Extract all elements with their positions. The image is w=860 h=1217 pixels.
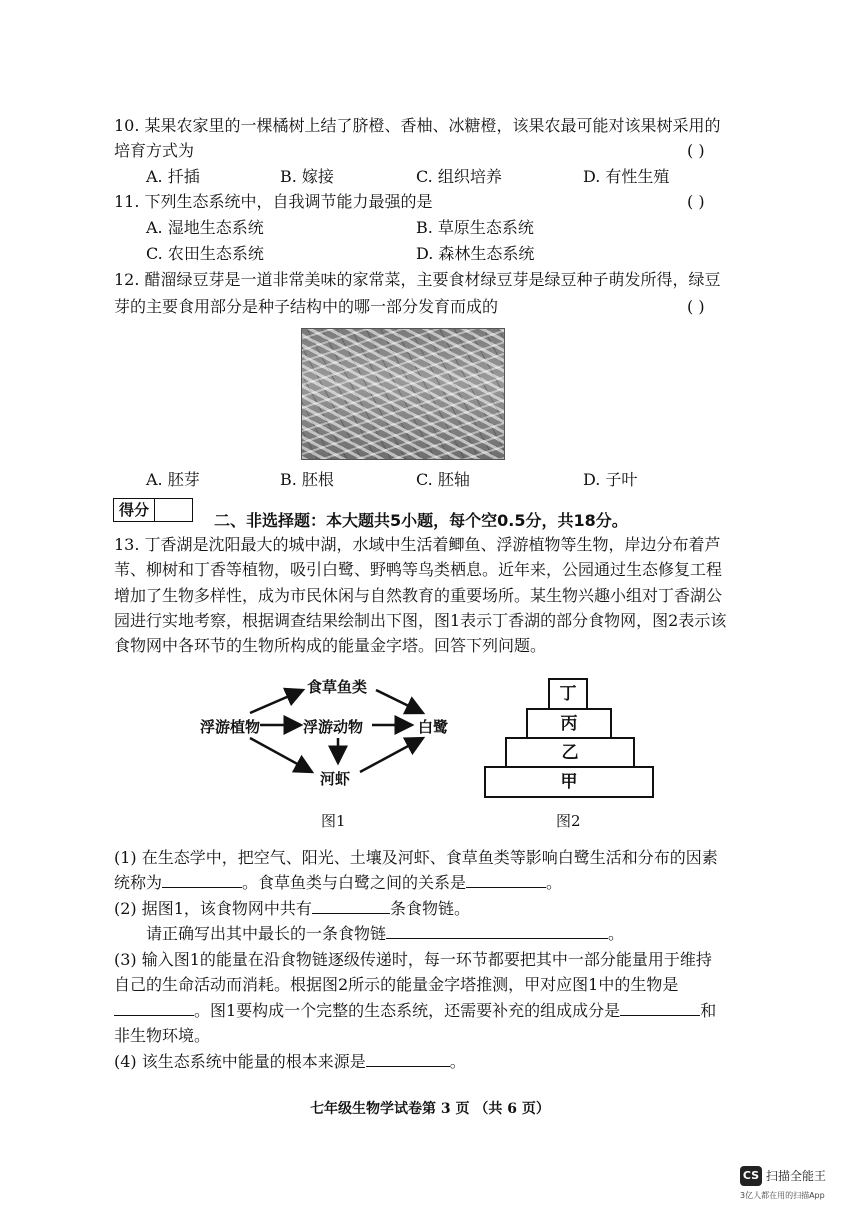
q13-part1-line1: (1) 在生态学中，把空气、阳光、土壤及河虾、食草鱼类等影响白鹭生活和分布的因素 bbox=[114, 848, 718, 867]
arrow-phyto-to-fish bbox=[250, 690, 303, 713]
q11-answer-bracket: ( ) bbox=[687, 192, 705, 211]
q13-part2-text-a: (2) 据图1，该食物网中共有 bbox=[114, 899, 312, 918]
q13-part2-line2 bbox=[146, 924, 624, 944]
q10-stem-line2: 培育方式为 bbox=[114, 141, 195, 160]
figure1-caption: 图1 bbox=[321, 812, 346, 830]
q10-stem-line1: 10. 某果农家里的一棵橘树上结了脐橙、香柚、冰糖橙，该果农最可能对该果树采用的 bbox=[114, 116, 721, 135]
q10-option-c: C. 组织培养 bbox=[416, 167, 502, 186]
q13-part3-blank-2[interactable] bbox=[620, 1001, 700, 1016]
bean-sprout-photo bbox=[301, 328, 505, 460]
q13-part3-line2: 自己的生命活动而消耗。根据图2所示的能量金字塔推测，甲对应图1中的生物是 bbox=[114, 975, 679, 994]
q10-option-b: B. 嫁接 bbox=[280, 167, 334, 186]
q12-option-d: D. 子叶 bbox=[583, 470, 638, 489]
arrow-shrimp-to-egret bbox=[360, 738, 423, 772]
q13-part1-text-a: 统称为 bbox=[114, 873, 163, 892]
node-phytoplankton: 浮游植物 bbox=[200, 718, 261, 736]
q13-part4-text-b: 。 bbox=[449, 1052, 466, 1071]
node-zooplankton: 浮游动物 bbox=[303, 718, 364, 736]
q13-part2-blank-1[interactable] bbox=[312, 899, 390, 914]
q11-option-a: A. 湿地生态系统 bbox=[146, 218, 264, 237]
q13-part1-blank-1[interactable] bbox=[162, 873, 242, 888]
q11-option-d: D. 森林生态系统 bbox=[416, 244, 535, 263]
pyramid-level-bing: 丙 bbox=[526, 708, 612, 740]
q13-part3-text-b: 和 bbox=[700, 1001, 717, 1020]
node-egret: 白鹭 bbox=[418, 718, 449, 736]
arrow-phyto-to-shrimp bbox=[250, 738, 312, 772]
q12-option-c: C. 胚轴 bbox=[416, 470, 470, 489]
q13-intro-line4: 园进行实地考察，根据调查结果绘制出下图，图1表示丁香湖的部分食物网，图2表示该 bbox=[114, 611, 727, 630]
pyramid-level-jia: 甲 bbox=[484, 766, 654, 798]
q12-option-a: A. 胚芽 bbox=[146, 470, 200, 489]
q13-part3-line4: 非生物环境。 bbox=[114, 1026, 211, 1045]
q13-part1-line2 bbox=[114, 873, 562, 893]
q13-part2-text-c: 请正确写出其中最长的一条食物链 bbox=[146, 924, 387, 943]
score-label: 得分 bbox=[114, 499, 155, 521]
q13-intro-line2: 苇、柳树和丁香等植物，吸引白鹭、野鸭等鸟类栖息。近年来，公园通过生态修复工程 bbox=[114, 560, 723, 579]
q13-part2-text-d: 。 bbox=[608, 924, 625, 943]
q12-stem-line2: 芽的主要食用部分是种子结构中的哪一部分发育而成的 bbox=[114, 297, 499, 316]
camscanner-logo-icon: CS bbox=[740, 1166, 762, 1186]
arrow-fish-to-egret bbox=[376, 690, 423, 713]
q11-option-b: B. 草原生态系统 bbox=[416, 218, 534, 237]
score-box bbox=[113, 498, 193, 522]
q11-stem: 11. 下列生态系统中，自我调节能力最强的是 bbox=[114, 192, 433, 211]
q12-option-b: B. 胚根 bbox=[280, 470, 334, 489]
q13-part4-text-a: (4) 该生态系统中能量的根本来源是 bbox=[114, 1052, 366, 1071]
q13-part4-line bbox=[114, 1052, 466, 1072]
q13-part3-line1: (3) 输入图1的能量在沿食物链逐级传递时，每一环节都要把其中一部分能量用于维持 bbox=[114, 950, 712, 969]
q13-part2-text-b: 条食物链。 bbox=[389, 899, 470, 918]
q12-stem-line1: 12. 醋溜绿豆芽是一道非常美味的家常菜，主要食材绿豆芽是绿豆种子萌发所得，绿豆 bbox=[114, 270, 721, 289]
pyramid-level-yi: 乙 bbox=[505, 737, 635, 769]
q11-option-c: C. 农田生态系统 bbox=[146, 244, 264, 263]
q13-part3-line3 bbox=[114, 1001, 716, 1021]
q13-part2-blank-2[interactable] bbox=[386, 924, 608, 939]
q13-part2-line1 bbox=[114, 899, 470, 919]
watermark-tagline: 3亿人都在用的扫描App bbox=[740, 1191, 825, 1200]
q13-intro-line5: 食物网中各环节的生物所构成的能量金字塔。回答下列问题。 bbox=[114, 636, 547, 655]
section2-heading: 二、非选择题：本大题共5小题，每个空0.5分，共18分。 bbox=[214, 511, 628, 530]
q13-part1-text-b: 。食草鱼类与白鹭之间的关系是 bbox=[242, 873, 467, 892]
q13-part1-blank-2[interactable] bbox=[466, 873, 546, 888]
page-footer: 七年级生物学试卷第 3 页 （共 6 页） bbox=[310, 1101, 550, 1117]
q10-answer-bracket: ( ) bbox=[687, 141, 705, 160]
q13-intro-line1: 13. 丁香湖是沈阳最大的城中湖，水域中生活着鲫鱼、浮游植物等生物，岸边分布着芦 bbox=[114, 535, 721, 554]
watermark-app-name: 扫描全能王 bbox=[766, 1169, 827, 1183]
q10-option-a: A. 扦插 bbox=[146, 167, 200, 186]
q13-part1-text-c: 。 bbox=[546, 873, 563, 892]
q13-part4-blank[interactable] bbox=[366, 1052, 450, 1067]
node-herbivorous-fish: 食草鱼类 bbox=[307, 678, 368, 696]
node-shrimp: 河虾 bbox=[320, 770, 351, 788]
q12-answer-bracket: ( ) bbox=[687, 297, 705, 316]
q13-part3-blank-1[interactable] bbox=[114, 1001, 194, 1016]
figure2-caption: 图2 bbox=[556, 812, 581, 830]
q10-option-d: D. 有性生殖 bbox=[583, 167, 670, 186]
q13-intro-line3: 增加了生物多样性，成为市民休闲与自然教育的重要场所。某生物兴趣小组对丁香湖公 bbox=[114, 586, 723, 605]
pyramid-level-ding: 丁 bbox=[548, 678, 588, 710]
q13-part3-text-a: 。图1要构成一个完整的生态系统，还需要补充的组成成分是 bbox=[194, 1001, 621, 1020]
